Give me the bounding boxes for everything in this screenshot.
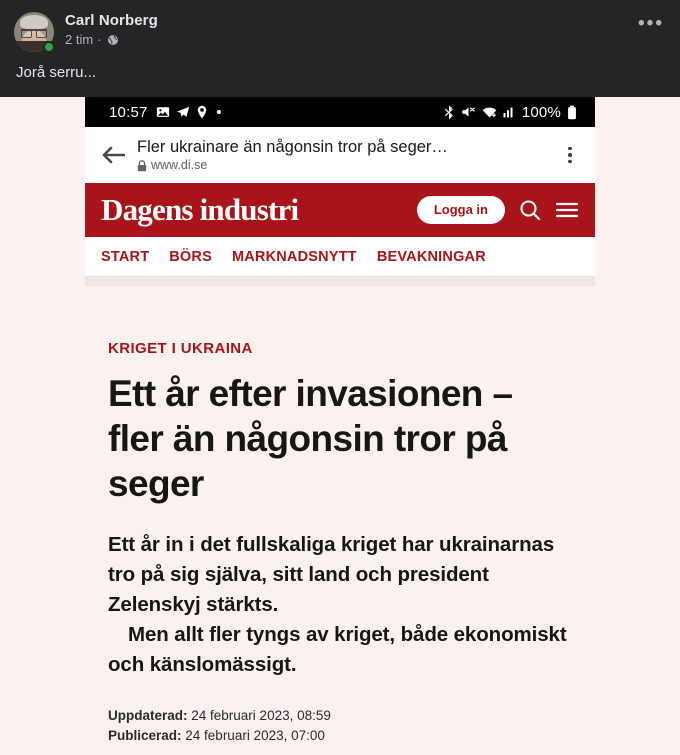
online-status-dot — [43, 41, 55, 53]
cellular-signal-icon — [503, 106, 515, 118]
globe-icon[interactable] — [107, 34, 119, 46]
lock-icon — [137, 160, 147, 172]
browser-host-row — [137, 158, 557, 173]
site-nav — [85, 237, 595, 277]
browser-page-title: Fler ukrainare än någonsin tror på seger… — [137, 138, 448, 156]
volume-muted-icon — [461, 105, 476, 119]
status-bar-right — [443, 104, 577, 121]
browser-host-label: www.di.se — [151, 158, 208, 172]
article-headline: Ett år efter invasionen – fler än någonsin tror på seger — [108, 373, 513, 504]
hamburger-menu-icon[interactable] — [555, 200, 579, 220]
post-time-ago[interactable]: 2 tim — [65, 32, 94, 47]
article-body — [0, 302, 680, 746]
post-meta — [65, 12, 638, 47]
avatar[interactable] — [14, 12, 54, 52]
article-updated-row — [108, 706, 632, 726]
browser-menu-button[interactable] — [557, 147, 583, 164]
login-button[interactable]: Logga in — [417, 196, 505, 224]
kebab-dot — [568, 160, 572, 164]
browser-url-bar — [85, 127, 595, 183]
nav-item-marknadsnytt[interactable]: MARKNADSNYTT — [231, 248, 357, 265]
status-bar-left — [109, 104, 221, 121]
avatar-hair — [20, 15, 48, 29]
post-meta-separator: · — [97, 32, 102, 47]
published-label: Publicerad: — [108, 728, 182, 743]
article-kicker[interactable]: KRIGET I UKRAINA — [108, 340, 253, 357]
site-header — [85, 183, 595, 237]
wifi-icon — [482, 106, 497, 119]
dot-icon — [217, 110, 221, 114]
kebab-dot — [568, 147, 572, 151]
post-body-text: Jorå serru... — [16, 64, 97, 81]
article-lead — [108, 530, 578, 680]
image-icon — [156, 105, 170, 119]
embedded-phone-screenshot — [85, 97, 595, 286]
url-bar-texts[interactable] — [133, 137, 557, 173]
android-status-bar — [85, 97, 595, 127]
status-bar-clock: 10:57 — [109, 103, 148, 121]
updated-label: Uppdaterad: — [108, 708, 188, 723]
site-logo[interactable]: Dagens industri — [101, 192, 299, 227]
kebab-dot — [568, 153, 572, 157]
battery-percent-label: 100% — [521, 103, 561, 121]
search-icon[interactable] — [518, 198, 542, 222]
bluetooth-icon — [443, 105, 455, 120]
telegram-icon — [176, 105, 190, 119]
article-timestamps — [108, 706, 632, 746]
nav-divider — [85, 277, 595, 286]
post-timestamp-row — [65, 32, 638, 47]
article-lead-paragraph-1: Ett år in i det fullskaliga kriget har ukrainarnas tro på sig själva, sitt land och president Zelenskyj stärkts. — [108, 533, 555, 616]
nav-item-start[interactable]: START — [101, 248, 150, 265]
nav-item-bevakningar[interactable]: BEVAKNINGAR — [376, 248, 486, 265]
published-value: 24 februari 2023, 07:00 — [181, 728, 325, 743]
article-published-row — [108, 726, 632, 746]
back-button[interactable] — [93, 145, 133, 165]
updated-value: 24 februari 2023, 08:59 — [187, 708, 331, 723]
post-author-row — [0, 0, 680, 52]
article-lead-paragraph-2: Men allt fler tyngs av kriget, både ekonomiskt och känslomässigt. — [108, 623, 567, 676]
battery-icon — [567, 105, 577, 120]
avatar-glasses — [21, 29, 47, 37]
location-pin-icon — [196, 105, 208, 119]
post-more-options-button[interactable]: ••• — [638, 13, 664, 34]
post-author-name[interactable]: Carl Norberg — [65, 12, 158, 29]
site-header-actions — [417, 196, 579, 224]
facebook-post-header — [0, 0, 680, 97]
nav-item-bors[interactable]: BÖRS — [169, 248, 212, 265]
